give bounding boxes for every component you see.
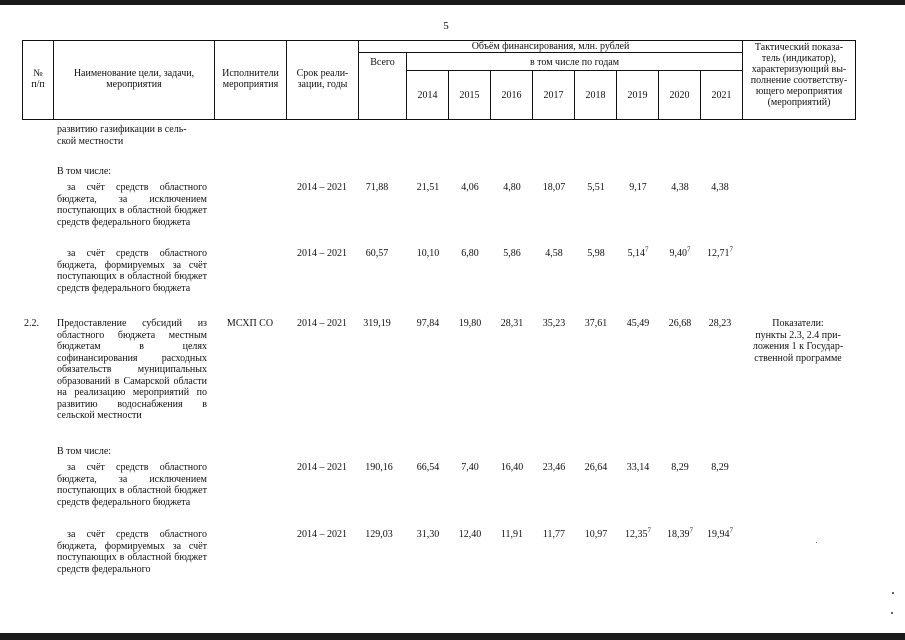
- row-value-2017: 18,07: [542, 182, 566, 193]
- item-value-2021: 28,23: [708, 318, 732, 329]
- item-label: Предоставление субсидий из областного бюджета местным бюджетам в целях софинансирования расходных обязательств муниципальных образований в Самарской области на реализацию мероприятий по развитию водоснабжения в сельской местности: [57, 318, 207, 421]
- header-year: 2018: [585, 90, 606, 101]
- header-vline: [855, 40, 856, 120]
- row-value-2014: 66,54: [416, 462, 440, 473]
- scan-speck: [891, 612, 893, 614]
- item-value-2015: 19,80: [458, 318, 482, 329]
- row-period: 2014 – 2021: [297, 182, 347, 193]
- header-funding-divider: [358, 52, 742, 53]
- item-indicator: Показатели: пункты 2.3, 2.4 при- ложения 1 к Государ- ственной программе: [752, 318, 844, 364]
- row-value-2019: 12,35$^7$: [625, 526, 651, 540]
- scan-edge-bottom: [0, 633, 905, 640]
- item-value-2020: 26,68: [668, 318, 692, 329]
- row-value-2017: 4,58: [545, 248, 563, 259]
- row-value-2014: 31,30: [416, 529, 440, 540]
- footnote-mark: 7: [647, 526, 651, 535]
- header-indicator: Тактический показа- тель (индикатор), характеризующий вы- полнение соответству- ющего мероприятия (мероприятий): [750, 42, 848, 108]
- item-value-2019: 45,49: [626, 318, 650, 329]
- header-year: 2017: [543, 90, 564, 101]
- row-value-2018: 5,51: [587, 182, 605, 193]
- row-value-2019: 33,14: [626, 462, 650, 473]
- row-value-2020: 18,39$^7$: [667, 526, 693, 540]
- row-value-2015: 12,40: [458, 529, 482, 540]
- item-value-2018: 37,61: [584, 318, 608, 329]
- header-vline: [358, 40, 359, 120]
- row-value-2020: 9,40$^7$: [669, 245, 691, 259]
- header-name: Наименование цели, задачи, мероприятия: [73, 68, 195, 90]
- row-total: 60,57: [365, 248, 389, 259]
- row-value-2016: 11,91: [500, 529, 524, 540]
- row-label: за счёт средств областного бюджета, формируемых за счёт поступающих в областной бюджет средств федерального: [57, 529, 207, 575]
- item-number: 2.2.: [24, 318, 39, 329]
- row-total: 129,03: [365, 529, 393, 540]
- row-period: 2014 – 2021: [297, 529, 347, 540]
- header-number: № п/п: [31, 68, 45, 90]
- header-by-year: в том числе по годам: [529, 57, 620, 68]
- item-value-2016: 28,31: [500, 318, 524, 329]
- header-period: Срок реали- зации, годы: [296, 68, 349, 90]
- header-year: 2015: [459, 90, 480, 101]
- page-number: 5: [443, 20, 449, 32]
- header-executors: Исполнители мероприятия: [222, 68, 279, 90]
- row-value-2019: 9,17: [629, 182, 647, 193]
- row-value-2021: 8,29: [711, 462, 729, 473]
- row-total: 71,88: [365, 182, 389, 193]
- item-value-2014: 97,84: [416, 318, 440, 329]
- header-total: Всего: [370, 57, 395, 68]
- item-period: 2014 – 2021: [297, 318, 347, 329]
- row-value-2016: 16,40: [500, 462, 524, 473]
- row-total: 190,16: [365, 462, 393, 473]
- footnote-mark: 7: [645, 245, 649, 254]
- header-year: 2019: [627, 90, 648, 101]
- row-value-2020: 8,29: [671, 462, 689, 473]
- row-period: 2014 – 2021: [297, 248, 347, 259]
- row-value-2017: 23,46: [542, 462, 566, 473]
- header-funding-title: Объём финансирования, млн. рублей: [471, 41, 630, 52]
- in-that-label: В том числе:: [57, 166, 112, 177]
- header-border-bottom: [22, 119, 856, 120]
- row-label: за счёт средств областного бюджета, за исключением поступающих в областной бюджет средств федерального бюджета: [57, 462, 207, 508]
- footnote-mark: 7: [689, 526, 693, 535]
- scan-edge-top: [0, 0, 905, 5]
- in-that-label: В том числе:: [57, 446, 112, 457]
- row-value-2015: 4,06: [461, 182, 479, 193]
- header-year: 2016: [501, 90, 522, 101]
- scan-speck: [892, 592, 894, 594]
- row-value-2015: 7,40: [461, 462, 479, 473]
- row-value-2021: 19,94$^7$: [707, 526, 733, 540]
- row-value-2019: 5,14$^7$: [627, 245, 649, 259]
- row-value-2014: 10,10: [416, 248, 440, 259]
- row-period: 2014 – 2021: [297, 462, 347, 473]
- header-year: 2014: [417, 90, 438, 101]
- row-value-2018: 5,98: [587, 248, 605, 259]
- footnote-mark: 7: [729, 245, 733, 254]
- table-header: [22, 40, 856, 120]
- item-total: 319,19: [363, 318, 391, 329]
- row-label: за счёт средств областного бюджета, формируемых за счёт поступающих в областной бюджет средств федерального бюджета: [57, 248, 207, 294]
- header-year: 2021: [711, 90, 732, 101]
- item-value-2017: 35,23: [542, 318, 566, 329]
- row-value-2017: 11,77: [542, 529, 566, 540]
- row-value-2021: 4,38: [711, 182, 729, 193]
- row-value-2018: 26,64: [584, 462, 608, 473]
- header-year: 2020: [669, 90, 690, 101]
- item-executor: МСХП СО: [226, 318, 274, 329]
- footnote-mark: 7: [687, 245, 691, 254]
- row-value-2016: 4,80: [503, 182, 521, 193]
- row-value-2015: 6,80: [461, 248, 479, 259]
- continuation-text: развитию газификации в сель- ской местности: [57, 124, 187, 147]
- row-value-2014: 21,51: [416, 182, 440, 193]
- row-value-2020: 4,38: [671, 182, 689, 193]
- row-value-2021: 12,71$^7$: [707, 245, 733, 259]
- row-value-2018: 10,97: [584, 529, 608, 540]
- row-label: за счёт средств областного бюджета, за исключением поступающих в областной бюджет средств федерального бюджета: [57, 182, 207, 228]
- scan-speck: [816, 542, 817, 543]
- footnote-mark: 7: [729, 526, 733, 535]
- row-value-2016: 5,86: [503, 248, 521, 259]
